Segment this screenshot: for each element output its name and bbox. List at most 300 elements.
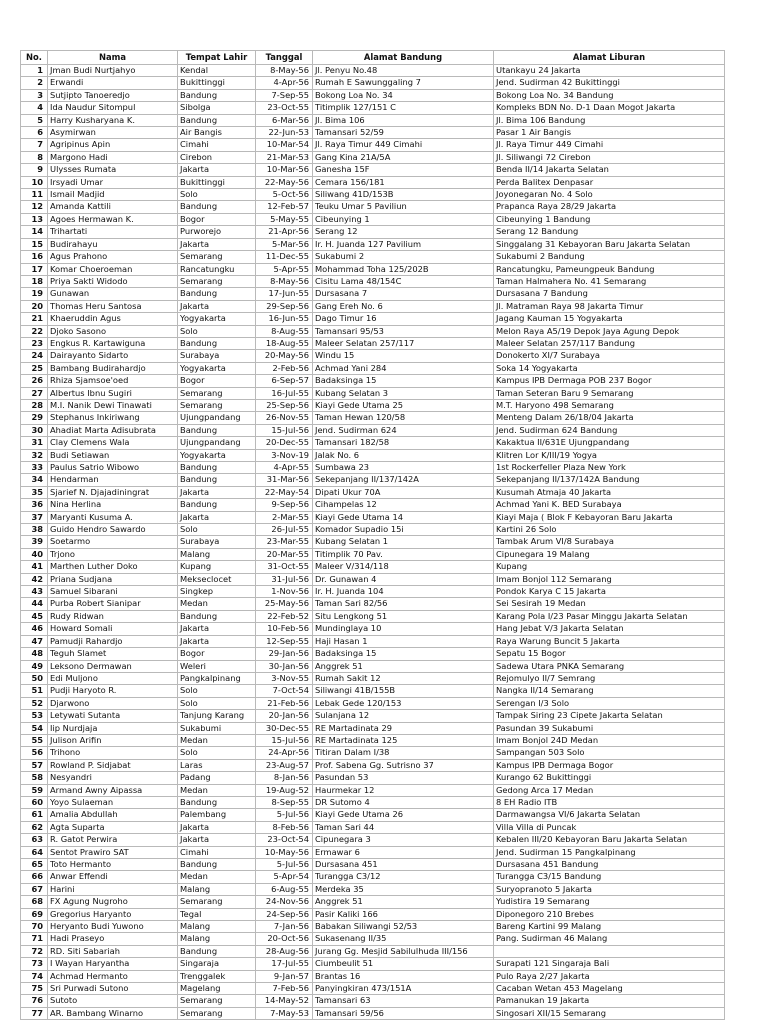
cell-tanggal: 7-Feb-56 [256,983,313,995]
table-row [21,462,725,474]
cell-nama: Sutjipto Tanoeredjo [48,89,178,101]
cell-no: 63 [21,834,48,846]
cell-nama: Agus Prahono [48,251,178,263]
table-row [21,796,725,808]
cell-tanggal: 8-May-56 [256,65,313,77]
cell-tanggal: 4-Apr-55 [256,462,313,474]
cell-tanggal: 31-Jul-56 [256,573,313,585]
cell-tempat-lahir: Air Bangis [178,127,256,139]
cell-tempat-lahir: Bogor [178,375,256,387]
cell-alamat-liburan: Nangka II/14 Semarang [494,685,725,697]
cell-tanggal: 21-Feb-56 [256,697,313,709]
cell-alamat-bandung: Jl. Raya Timur 449 Cimahi [313,139,494,151]
cell-alamat-liburan: Cipunegara 19 Malang [494,548,725,560]
cell-alamat-liburan: Sampangan 503 Solo [494,747,725,759]
cell-nama: Djarwono [48,697,178,709]
cell-nama: Anwar Effendi [48,871,178,883]
cell-alamat-liburan: Pang. Sudirman 46 Malang [494,933,725,945]
table-row [21,722,725,734]
cell-nama: Marthen Luther Doko [48,561,178,573]
cell-no: 52 [21,697,48,709]
cell-tanggal: 26-Nov-55 [256,412,313,424]
table-row [21,511,725,523]
cell-nama: Sri Purwadi Sutono [48,983,178,995]
cell-no: 76 [21,995,48,1007]
cell-alamat-liburan: M.T. Haryono 498 Semarang [494,399,725,411]
cell-nama: Budi Setiawan [48,449,178,461]
cell-alamat-liburan: Taman Seteran Baru 9 Semarang [494,387,725,399]
cell-no: 67 [21,883,48,895]
cell-no: 5 [21,114,48,126]
table-row [21,313,725,325]
table-row [21,883,725,895]
cell-tanggal: 22-May-56 [256,176,313,188]
cell-tanggal: 7-Jan-56 [256,921,313,933]
cell-tanggal: 15-Jul-56 [256,734,313,746]
cell-alamat-bandung: Maleer V/314/118 [313,561,494,573]
cell-tanggal: 5-May-55 [256,213,313,225]
cell-alamat-bandung: Kiayi Gede Utama 26 [313,809,494,821]
table-row [21,710,725,722]
table-row [21,983,725,995]
cell-tanggal: 23-Oct-54 [256,834,313,846]
cell-nama: Stephanus Inkiriwang [48,412,178,424]
cell-alamat-bandung: Haurmekar 12 [313,784,494,796]
cell-nama: Toto Hermanto [48,859,178,871]
cell-nama: Gregorius Haryanto [48,908,178,920]
cell-alamat-bandung: Sukabumi 2 [313,251,494,263]
cell-alamat-liburan: Cibeunying 1 Bandung [494,213,725,225]
cell-alamat-liburan: Serang 12 Bandung [494,226,725,238]
cell-alamat-bandung: Kiayi Gede Utama 14 [313,511,494,523]
cell-tanggal: 29-Jan-56 [256,648,313,660]
cell-nama: Edi Muljono [48,672,178,684]
cell-alamat-liburan: Maleer Selatan 257/117 Bandung [494,337,725,349]
cell-alamat-bandung: Sekepanjang II/137/142A [313,474,494,486]
cell-nama: Clay Clemens Wala [48,437,178,449]
cell-alamat-bandung: Brantas 16 [313,970,494,982]
table-row [21,772,725,784]
cell-alamat-bandung: Kubang Selatan 3 [313,387,494,399]
student-table [20,50,725,1020]
cell-nama: Bambang Budirahardjo [48,362,178,374]
cell-alamat-liburan [494,945,725,957]
cell-alamat-liburan: Pulo Raya 2/27 Jakarta [494,970,725,982]
cell-tempat-lahir: Semarang [178,387,256,399]
cell-nama: Paulus Satrio Wibowo [48,462,178,474]
cell-tempat-lahir: Kendal [178,65,256,77]
cell-no: 32 [21,449,48,461]
cell-nama: R. Gatot Perwira [48,834,178,846]
cell-alamat-liburan: Imam Bonjol 112 Semarang [494,573,725,585]
cell-alamat-bandung: Jurang Gg. Mesjid Sabilulhuda III/156 [313,945,494,957]
cell-alamat-bandung: Cibeunying 1 [313,213,494,225]
table-row [21,970,725,982]
cell-alamat-bandung: RE Martadinata 125 [313,734,494,746]
cell-alamat-liburan: Rancatungku, Pameungpeuk Bandung [494,263,725,275]
cell-alamat-liburan: Tambak Arum VI/8 Surabaya [494,536,725,548]
cell-tempat-lahir: Sibolga [178,102,256,114]
cell-alamat-liburan: Singosari XII/15 Semarang [494,1007,725,1019]
table-row [21,685,725,697]
cell-no: 42 [21,573,48,585]
table-row [21,908,725,920]
cell-no: 16 [21,251,48,263]
table-row [21,871,725,883]
cell-alamat-liburan: Klitren Lor K/III/19 Yogya [494,449,725,461]
cell-no: 19 [21,288,48,300]
table-row [21,697,725,709]
cell-alamat-bandung: Prof. Sabena Gg. Sutrisno 37 [313,759,494,771]
cell-alamat-bandung: Dursasana 7 [313,288,494,300]
cell-alamat-bandung: Badaksinga 15 [313,648,494,660]
table-row [21,945,725,957]
cell-tanggal: 3-Nov-55 [256,672,313,684]
cell-alamat-bandung: Cisitu Lama 48/154C [313,275,494,287]
cell-tempat-lahir: Solo [178,747,256,759]
cell-tanggal: 16-Jun-55 [256,313,313,325]
table-row [21,821,725,833]
cell-no: 7 [21,139,48,151]
cell-alamat-bandung: Anggrek 51 [313,660,494,672]
cell-tanggal: 19-Aug-52 [256,784,313,796]
cell-alamat-liburan: Kampus IPB Dermaga POB 237 Bogor [494,375,725,387]
table-row [21,834,725,846]
cell-alamat-bandung: Rumah Sakit 12 [313,672,494,684]
cell-no: 38 [21,524,48,536]
table-row [21,561,725,573]
cell-tanggal: 12-Sep-55 [256,635,313,647]
cell-tempat-lahir: Solo [178,685,256,697]
cell-alamat-liburan: Kurango 62 Bukittinggi [494,772,725,784]
cell-alamat-bandung: Tamansari 63 [313,995,494,1007]
cell-alamat-liburan: Singgalang 31 Kebayoran Baru Jakarta Selatan [494,238,725,250]
cell-alamat-liburan: Jagang Kauman 15 Yogyakarta [494,313,725,325]
cell-tempat-lahir: Solo [178,697,256,709]
table-row [21,1007,725,1019]
cell-nama: Nesyandri [48,772,178,784]
cell-tempat-lahir: Yogyakarta [178,449,256,461]
cell-alamat-liburan: Tampak Siring 23 Cipete Jakarta Selatan [494,710,725,722]
table-row [21,486,725,498]
cell-no: 12 [21,201,48,213]
cell-tempat-lahir: Semarang [178,251,256,263]
cell-alamat-liburan: Darmawangsa VI/6 Jakarta Selatan [494,809,725,821]
cell-no: 14 [21,226,48,238]
cell-alamat-liburan: Sepatu 15 Bogor [494,648,725,660]
cell-no: 36 [21,499,48,511]
cell-nama: Priya Sakti Widodo [48,275,178,287]
cell-tanggal: 6-Sep-57 [256,375,313,387]
cell-nama: Harry Kusharyana K. [48,114,178,126]
cell-alamat-bandung: Dipati Ukur 70A [313,486,494,498]
cell-nama: Teguh Slamet [48,648,178,660]
cell-tempat-lahir: Jakarta [178,834,256,846]
cell-alamat-bandung: Taman Sari 44 [313,821,494,833]
cell-no: 51 [21,685,48,697]
cell-no: 44 [21,598,48,610]
cell-alamat-liburan: Kupang [494,561,725,573]
cell-tanggal: 6-Aug-55 [256,883,313,895]
header-row [21,51,725,65]
cell-tanggal: 17-Jul-55 [256,958,313,970]
cell-tanggal: 20-May-56 [256,350,313,362]
cell-tempat-lahir: Bandung [178,610,256,622]
cell-no: 27 [21,387,48,399]
cell-alamat-bandung: Merdeka 35 [313,883,494,895]
table-row [21,399,725,411]
cell-tanggal: 31-Oct-55 [256,561,313,573]
cell-no: 18 [21,275,48,287]
cell-no: 34 [21,474,48,486]
cell-tempat-lahir: Jakarta [178,635,256,647]
cell-no: 49 [21,660,48,672]
cell-tanggal: 14-May-52 [256,995,313,1007]
cell-alamat-liburan: Kebalen III/20 Kebayoran Baru Jakarta Selatan [494,834,725,846]
cell-nama: Irsyadi Umar [48,176,178,188]
table-row [21,176,725,188]
cell-alamat-liburan: Soka 14 Yogyakarta [494,362,725,374]
cell-no: 77 [21,1007,48,1019]
table-row [21,995,725,1007]
cell-no: 2 [21,77,48,89]
cell-nama: Pamudji Rahardjo [48,635,178,647]
cell-alamat-liburan: Yudistira 19 Semarang [494,896,725,908]
cell-tempat-lahir: Pangkalpinang [178,672,256,684]
cell-nama: Agoes Hermawan K. [48,213,178,225]
cell-nama: Erwandi [48,77,178,89]
cell-nama: Khaeruddin Agus [48,313,178,325]
cell-alamat-bandung: Gang Kina 21A/5A [313,151,494,163]
cell-no: 50 [21,672,48,684]
table-row [21,648,725,660]
cell-alamat-liburan: Rejomulyo II/7 Semrang [494,672,725,684]
cell-no: 10 [21,176,48,188]
cell-nama: Achmad Hermanto [48,970,178,982]
cell-tempat-lahir: Purworejo [178,226,256,238]
cell-tempat-lahir: Bandung [178,201,256,213]
cell-alamat-bandung: Turangga C3/12 [313,871,494,883]
cell-nama: Komar Choeroeman [48,263,178,275]
cell-alamat-bandung: Badaksinga 15 [313,375,494,387]
cell-tanggal: 5-Oct-56 [256,189,313,201]
cell-alamat-liburan: Donokerto XI/7 Surabaya [494,350,725,362]
cell-alamat-bandung: Tamansari 95/53 [313,325,494,337]
cell-nama: Trihartati [48,226,178,238]
table-row [21,375,725,387]
cell-alamat-liburan: 1st Rockerfeller Plaza New York [494,462,725,474]
cell-alamat-bandung: Jl. Penyu No.48 [313,65,494,77]
cell-tanggal: 18-Aug-55 [256,337,313,349]
cell-tanggal: 12-Feb-57 [256,201,313,213]
cell-alamat-bandung: Ganesha 15F [313,164,494,176]
cell-no: 9 [21,164,48,176]
cell-tempat-lahir: Jakarta [178,300,256,312]
table-row [21,350,725,362]
table-row [21,921,725,933]
cell-alamat-liburan: Imam Bonjol 24D Medan [494,734,725,746]
cell-nama: Yoyo Sulaeman [48,796,178,808]
cell-alamat-bandung: Achmad Yani 284 [313,362,494,374]
cell-tempat-lahir: Bandung [178,114,256,126]
cell-nama: Priana Sudjana [48,573,178,585]
cell-tempat-lahir: Jakarta [178,821,256,833]
cell-tempat-lahir: Medan [178,784,256,796]
cell-tempat-lahir: Bandung [178,89,256,101]
table-row [21,412,725,424]
cell-alamat-liburan: Jend. Sudirman 624 Bandung [494,424,725,436]
cell-tempat-lahir: Palembang [178,809,256,821]
table-row [21,300,725,312]
table-row [21,213,725,225]
cell-no: 65 [21,859,48,871]
cell-tempat-lahir: Weleri [178,660,256,672]
cell-tempat-lahir: Padang [178,772,256,784]
cell-tanggal: 8-Aug-55 [256,325,313,337]
cell-alamat-liburan: Bokong Loa No. 34 Bandung [494,89,725,101]
cell-alamat-bandung: Dursasana 451 [313,859,494,871]
cell-nama: Hendarman [48,474,178,486]
cell-alamat-liburan: Cacaban Wetan 453 Magelang [494,983,725,995]
table-row [21,586,725,598]
cell-tanggal: 31-Mar-56 [256,474,313,486]
cell-alamat-bandung: Jl. Bima 106 [313,114,494,126]
cell-alamat-liburan: Utankayu 24 Jakarta [494,65,725,77]
table-row [21,933,725,945]
cell-tanggal: 25-Sep-56 [256,399,313,411]
cell-alamat-liburan: Jl. Matraman Raya 98 Jakarta Timur [494,300,725,312]
cell-tempat-lahir: Jakarta [178,511,256,523]
cell-nama: Amanda Kattili [48,201,178,213]
cell-alamat-bandung: Lebak Gede 120/153 [313,697,494,709]
cell-tempat-lahir: Mekseclocet [178,573,256,585]
cell-nama: Nina Herlina [48,499,178,511]
cell-nama: FX Agung Nugroho [48,896,178,908]
cell-alamat-bandung: Ermawar 6 [313,846,494,858]
cell-no: 41 [21,561,48,573]
cell-nama: Iip Nurdjaja [48,722,178,734]
cell-alamat-liburan: Suryopranoto 5 Jakarta [494,883,725,895]
cell-tempat-lahir: Medan [178,871,256,883]
cell-nama: RD. Siti Sabariah [48,945,178,957]
cell-alamat-liburan: Serengan I/3 Solo [494,697,725,709]
cell-alamat-bandung: Serang 12 [313,226,494,238]
table-row [21,623,725,635]
cell-no: 47 [21,635,48,647]
cell-tempat-lahir: Rancatungku [178,263,256,275]
table-row [21,747,725,759]
cell-tempat-lahir: Bogor [178,213,256,225]
cell-alamat-liburan: Gedong Arca 17 Medan [494,784,725,796]
cell-alamat-bandung: Bokong Loa No. 34 [313,89,494,101]
cell-alamat-liburan: Melon Raya A5/19 Depok Jaya Agung Depok [494,325,725,337]
table-row [21,759,725,771]
table-row [21,201,725,213]
cell-alamat-bandung: Taman Sari 82/56 [313,598,494,610]
table-row [21,263,725,275]
cell-nama: Albertus Ibnu Sugiri [48,387,178,399]
table-body [21,65,725,1020]
cell-alamat-bandung: RE Martadinata 29 [313,722,494,734]
cell-alamat-bandung: Anggrek 51 [313,896,494,908]
cell-alamat-liburan: Diponegoro 210 Brebes [494,908,725,920]
cell-tanggal: 2-Mar-55 [256,511,313,523]
cell-nama: Agripinus Apin [48,139,178,151]
cell-alamat-liburan: Kusumah Atmaja 40 Jakarta [494,486,725,498]
table-row [21,598,725,610]
cell-tempat-lahir: Bogor [178,648,256,660]
cell-alamat-bandung: Pasir Kaliki 166 [313,908,494,920]
cell-tempat-lahir: Jakarta [178,164,256,176]
cell-alamat-bandung: Ir. H. Juanda 127 Pavilium [313,238,494,250]
table-row [21,610,725,622]
cell-tempat-lahir: Malang [178,548,256,560]
cell-no: 59 [21,784,48,796]
cell-tanggal: 5-Apr-54 [256,871,313,883]
cell-alamat-bandung: Taman Hewan 120/58 [313,412,494,424]
cell-alamat-liburan: Sekepanjang II/137/142A Bandung [494,474,725,486]
cell-alamat-liburan: Bareng Kartini 99 Malang [494,921,725,933]
cell-nama: Heryanto Budi Yuwono [48,921,178,933]
cell-tanggal: 10-Mar-54 [256,139,313,151]
cell-tempat-lahir: Tanjung Karang [178,710,256,722]
cell-no: 1 [21,65,48,77]
cell-tempat-lahir: Yogyakarta [178,362,256,374]
table-row [21,139,725,151]
cell-no: 17 [21,263,48,275]
cell-nama: I Wayan Haryantha [48,958,178,970]
table-row [21,660,725,672]
cell-no: 24 [21,350,48,362]
table-row [21,672,725,684]
cell-tempat-lahir: Surabaya [178,350,256,362]
cell-no: 53 [21,710,48,722]
cell-nama: Djoko Sasono [48,325,178,337]
cell-alamat-bandung: Siliwang 41D/153B [313,189,494,201]
cell-tanggal: 5-Mar-56 [256,238,313,250]
cell-tanggal: 15-Jul-56 [256,424,313,436]
cell-tanggal: 22-Feb-52 [256,610,313,622]
cell-tempat-lahir: Bandung [178,337,256,349]
cell-nama: Guido Hendro Sawardo [48,524,178,536]
table-row [21,548,725,560]
cell-alamat-bandung: Haji Hasan 1 [313,635,494,647]
cell-tanggal: 10-Mar-56 [256,164,313,176]
cell-no: 60 [21,796,48,808]
cell-no: 31 [21,437,48,449]
cell-tempat-lahir: Bukittinggi [178,176,256,188]
cell-alamat-liburan: Sukabumi 2 Bandung [494,251,725,263]
cell-no: 33 [21,462,48,474]
cell-alamat-bandung: Panyingkiran 473/151A [313,983,494,995]
cell-no: 68 [21,896,48,908]
table-row [21,288,725,300]
table-row [21,573,725,585]
cell-nama: Pudji Haryoto R. [48,685,178,697]
cell-alamat-liburan: Sadewa Utara PNKA Semarang [494,660,725,672]
cell-alamat-bandung: Maleer Selatan 257/117 [313,337,494,349]
cell-nama: Gunawan [48,288,178,300]
cell-tanggal: 9-Sep-56 [256,499,313,511]
cell-tempat-lahir: Cimahi [178,846,256,858]
cell-tanggal: 17-Jun-55 [256,288,313,300]
cell-no: 72 [21,945,48,957]
cell-no: 64 [21,846,48,858]
cell-tanggal: 25-May-56 [256,598,313,610]
cell-no: 23 [21,337,48,349]
cell-tempat-lahir: Malang [178,883,256,895]
cell-alamat-bandung: Titiran Dalam I/38 [313,747,494,759]
